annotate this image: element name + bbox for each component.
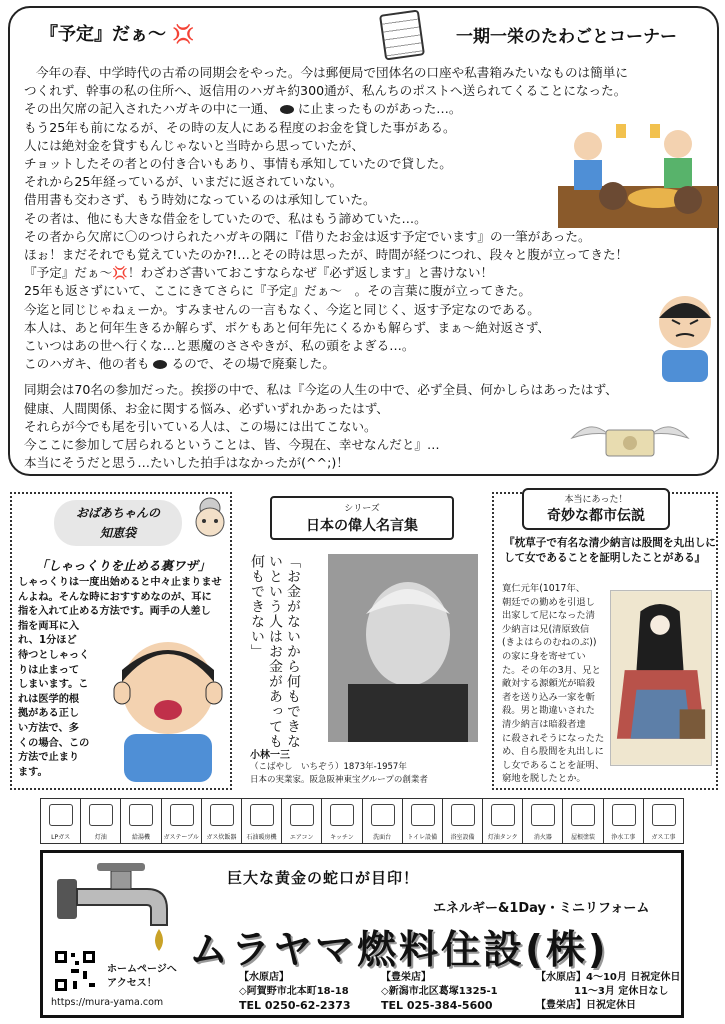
party-illustration <box>558 116 718 228</box>
service-label: ガス工事 <box>651 834 676 841</box>
service-item <box>41 799 81 843</box>
legend-line: 朝廷での勤めを引退し <box>502 596 595 608</box>
gas-pipe-icon <box>652 804 676 826</box>
service-label: ガス炊飯器 <box>206 834 237 841</box>
rice-cooker-icon <box>210 804 234 826</box>
service-label: 浄水工事 <box>611 834 636 841</box>
fire-extinguisher-icon <box>531 804 555 826</box>
homepage-callout-line: アクセス！ <box>107 978 157 989</box>
hiccup-line: 指を両耳に入 <box>18 620 80 632</box>
legend-line: の家に身を寄せてい <box>502 650 586 662</box>
branch-phone: TEL 0250-62-2373 <box>239 999 351 1012</box>
service-label: 洗面台 <box>373 834 392 841</box>
service-item <box>121 799 161 843</box>
person-reading: （こばやし いちぞう）1873年-1957年 <box>250 762 407 772</box>
service-item <box>403 799 443 843</box>
service-item <box>322 799 362 843</box>
essay-line <box>24 355 714 373</box>
legend-title: 『枕草子で有名な清少納言は股間を丸出しにして女であることを証明したことがある』 <box>504 537 716 564</box>
essay-line: 借用書も交わさず、もう時効になっているのは承知していた。 <box>24 192 376 208</box>
legend-badge <box>522 488 670 530</box>
essay-line: 今迄と同じじゃねぇーか。すみませんの一言もなく、今迄と同じく、返す予定なのである。 <box>24 301 540 317</box>
service-item <box>443 799 483 843</box>
hiccup-line: くの場合、この <box>18 737 90 749</box>
quotes-box <box>242 492 482 790</box>
service-item <box>202 799 242 843</box>
service-label: ガステーブル <box>163 834 199 841</box>
hiccup-line: れは医学的根 <box>18 693 80 705</box>
hiccup-title: 「しゃっくりを止める裏ワザ」 <box>35 558 211 573</box>
essay-line: それらが今でも尾を引いている人は、この場には出てこない。 <box>24 418 377 434</box>
essay-line: その者は、他にも大きな借金をしていたので、私はもう諦めていた…。 <box>24 210 427 226</box>
essay-line-part: るので、その場で廃棄した。 <box>171 356 335 372</box>
oil-heater-icon <box>250 804 274 826</box>
homepage-callout-line: ホームページへ <box>107 964 177 975</box>
service-label: 灯油タンク <box>487 834 518 841</box>
branch-suibara <box>239 971 351 1013</box>
hiccup-line: 指を入れて止める方法です。両手の人差し <box>18 606 211 618</box>
person-name: 小林一三 <box>250 750 290 761</box>
toilet-icon <box>411 804 435 826</box>
hiccup-line: れ、1分ほど <box>18 635 77 647</box>
grandma-title-line: おばあちゃんの <box>75 506 160 520</box>
essay-title <box>40 20 195 46</box>
service-item <box>162 799 202 843</box>
grandma-icon <box>188 494 232 540</box>
legend-line: め、自ら股間を丸出しに <box>502 746 604 758</box>
service-item <box>81 799 121 843</box>
grandma-title <box>54 500 182 546</box>
company-name: ムラヤマ燃料住設(株) <box>189 928 609 973</box>
holiday-info <box>536 971 680 1013</box>
branch-phone: TEL 025-384-5600 <box>381 999 493 1012</box>
hiccup-line: 拠がある正し <box>18 708 80 720</box>
water-heater-icon <box>129 804 153 826</box>
service-label: エアコン <box>289 834 314 841</box>
service-item <box>242 799 282 843</box>
essay-line-part: に止まったものがあった…。 <box>297 101 462 117</box>
legend-badge-title: 奇妙な都市伝説 <box>547 508 645 524</box>
service-item <box>523 799 563 843</box>
eye-icon <box>280 105 294 114</box>
essay-line: 本当にそうだと思う…たいした拍手はなかったが(^^;)！ <box>24 455 349 471</box>
kitchen-icon <box>330 804 354 826</box>
legend-line: 者を送り込み一家を斬 <box>502 691 595 703</box>
service-label: 浴室設備 <box>450 834 475 841</box>
service-label: 灯油 <box>94 834 107 841</box>
essay-line: 25年も返さずにいて、ここにきてさらに『予定』だぁ～ 。その言葉に腹が立ってきた。 <box>24 283 531 299</box>
legend-badge-small: 本当にあった！ <box>564 495 628 505</box>
urban-legend-box <box>492 492 718 790</box>
service-item <box>363 799 403 843</box>
eye-icon <box>153 360 167 369</box>
hiccup-line: い方法で、多 <box>18 722 79 734</box>
legend-line: 寛仁元年(1017年、 <box>502 583 586 594</box>
branch-name: 【水原店】 <box>239 972 289 983</box>
quote-text: 「お金がないから何もできないという人はお金があっても何もできない」 <box>249 554 301 749</box>
essay-line: つくれず、幹事の私の住所へ、返信用のハガキ約300通が、私んちのポストへ送られてくることになった。 <box>24 83 627 99</box>
gas-stove-icon <box>170 804 194 826</box>
essay-line: 今年の春、中学時代の古希の同期会をやった。今は郵便局で団体名の口座や私書箱みたいなものは簡単に <box>36 65 628 80</box>
essay-line: ほぉ！まだそれでも覚えていたのか?!…とその時は思ったが、時間が経つにつれ、段々と腹が立ってきた！ <box>24 247 629 263</box>
legend-line: に殺されそうになったた <box>502 732 605 744</box>
website-link[interactable]: https://mura-yama.com <box>51 997 164 1008</box>
service-item <box>282 799 322 843</box>
air-conditioner-icon <box>290 804 314 826</box>
branch-address: ◇阿賀野市北本町18-18 <box>239 986 349 997</box>
service-item <box>563 799 603 843</box>
essay-line: もう25年も前になるが、その時の友人にある程度のお金を貸した事がある。 <box>24 119 456 135</box>
essay-line-part: その出欠席の記入されたハガキの中に一通、 <box>24 101 276 117</box>
service-label: トイレ設備 <box>407 834 438 841</box>
service-item <box>644 799 683 843</box>
roof-icon <box>571 804 595 826</box>
legend-line: 出家して尼になった清 <box>502 610 595 622</box>
kerosene-nozzle-icon <box>89 804 113 826</box>
essay-line-part: このハガキ、他の者も <box>24 356 150 372</box>
branch-address: ◇新潟市北区葛塚1325-1 <box>381 986 498 997</box>
legend-line: 殺。男と勘違いされた <box>502 705 595 717</box>
series-label: シリーズ <box>344 504 380 514</box>
essay-line: その者から欠席に〇のつけられたハガキの隅に『借りたお金は返す予定でいます』の一筆があった。 <box>24 228 591 244</box>
essay-line: 今ここに参加して居られるということは、皆、今現在、幸せなんだと』… <box>24 437 440 453</box>
qr-code[interactable] <box>53 949 97 993</box>
legend-line: 窮地を脱したとか。 <box>502 773 586 785</box>
grandma-title-line: 知恵袋 <box>99 526 136 540</box>
essay-box <box>8 6 719 476</box>
essay-line: こいつはあの世へ行くな…と悪魔のささやきが、私の頭をよぎる…。 <box>24 338 415 354</box>
bathtub-icon <box>451 804 475 826</box>
person-description: 日本の実業家。阪急阪神東宝グループの創業者 <box>250 775 428 785</box>
series-name: 日本の偉人名言集 <box>306 518 418 534</box>
essay-line: 人には絶対金を貸すもんじゃないと当時から思っていたが、 <box>24 137 365 153</box>
holiday-line: 【水原店】4～10月 日祝定休日 <box>536 972 681 983</box>
legend-body <box>502 582 606 786</box>
legend-line: 敵対する源頼光が暗殺 <box>502 678 595 690</box>
services-strip <box>40 798 684 844</box>
essay-line: 本人は、あと何年生きるか解らず、ボケもあと何年先にくるかも解らず、まぁ～絶対返さず、 <box>24 319 550 335</box>
grandma-tips-box <box>10 492 232 790</box>
legend-line: 清少納言は暗殺者達 <box>502 718 586 730</box>
legend-line: 少納言は兄(清原致信 <box>502 623 590 635</box>
heian-lady-painting <box>610 590 712 766</box>
holiday-line: 【豊栄店】日祝定休日 <box>536 1000 636 1011</box>
flying-money-illustration <box>570 418 690 464</box>
service-label: キッチン <box>330 834 354 841</box>
column-title: 一期一栄のたわごとコーナー <box>456 27 677 47</box>
holiday-line: 11～3月 定休日なし <box>574 986 669 997</box>
legend-line: (きよはらのむねのぶ)) <box>502 637 597 649</box>
hiccup-line: ます。 <box>18 766 48 778</box>
service-label: 屋根塗装 <box>571 834 596 841</box>
essay-line: チョットしたその者との付き合いもあり、事情も承知していたので貸した。 <box>24 156 452 172</box>
service-label: 消火器 <box>533 834 552 841</box>
ad-subtitle: エネルギー&1Day・ミニリフォーム <box>433 901 650 916</box>
hiccup-line: りは止まって <box>18 664 80 676</box>
water-pipe-icon <box>612 804 636 826</box>
washbasin-icon <box>371 804 395 826</box>
anger-icon: 💢 <box>112 265 128 281</box>
service-label: 給湯機 <box>131 834 150 841</box>
branch-name: 【豊栄店】 <box>381 972 431 983</box>
hiccup-line: しゃっくりは一度出始めると中々止まりませ <box>18 577 222 588</box>
oil-tank-icon <box>491 804 515 826</box>
legend-line: た。その年の3月、兄と <box>502 664 601 676</box>
angry-boy-illustration <box>648 290 722 382</box>
essay-line: 健康、人間関係、お金に関する悩み、必ずいずれかあったはず、 <box>24 400 389 416</box>
hiccup-boy-illustration <box>110 630 226 782</box>
service-item <box>604 799 644 843</box>
service-item <box>483 799 523 843</box>
essay-title-text: 『予定』だぁ～ <box>40 24 166 45</box>
service-label: LPガス <box>51 834 71 841</box>
essay-line-part: 『予定』だぁ～ <box>24 265 113 281</box>
hiccup-line: んよね。そんな時におすすめなのが、耳に <box>18 591 212 603</box>
branch-toyosaka <box>381 971 498 1013</box>
essay-line-part: ！わざわざ書いておこすならなぜ『必ず返します』と書けない！ <box>127 265 494 281</box>
portrait-photo <box>328 554 478 742</box>
essay-line: それから25年経っているが、いまだに返されていない。 <box>24 174 343 190</box>
service-label: 石油暖房機 <box>246 834 277 841</box>
hiccup-line: 待つとしゃっく <box>18 649 90 661</box>
legend-line: し女であることを証明、 <box>502 759 605 771</box>
company-ad <box>40 850 684 1018</box>
essay-line: 同期会は70名の参加だった。挨拶の中で、私は『今迄の人生の中で、必ず全員、何かしらはあったはず、 <box>24 382 618 398</box>
hiccup-line: 方法で止まり <box>18 752 80 764</box>
ad-catchphrase: 巨大な黄金の蛇口が目印！ <box>227 869 420 887</box>
quote-series-banner <box>270 496 454 540</box>
gas-cylinder-icon <box>49 804 73 826</box>
essay-line <box>24 264 714 282</box>
hiccup-line: しまいます。こ <box>18 679 89 691</box>
anger-icon: 💢 <box>172 24 195 45</box>
paper-scroll-icon <box>379 9 425 60</box>
homepage-callout <box>107 963 177 991</box>
